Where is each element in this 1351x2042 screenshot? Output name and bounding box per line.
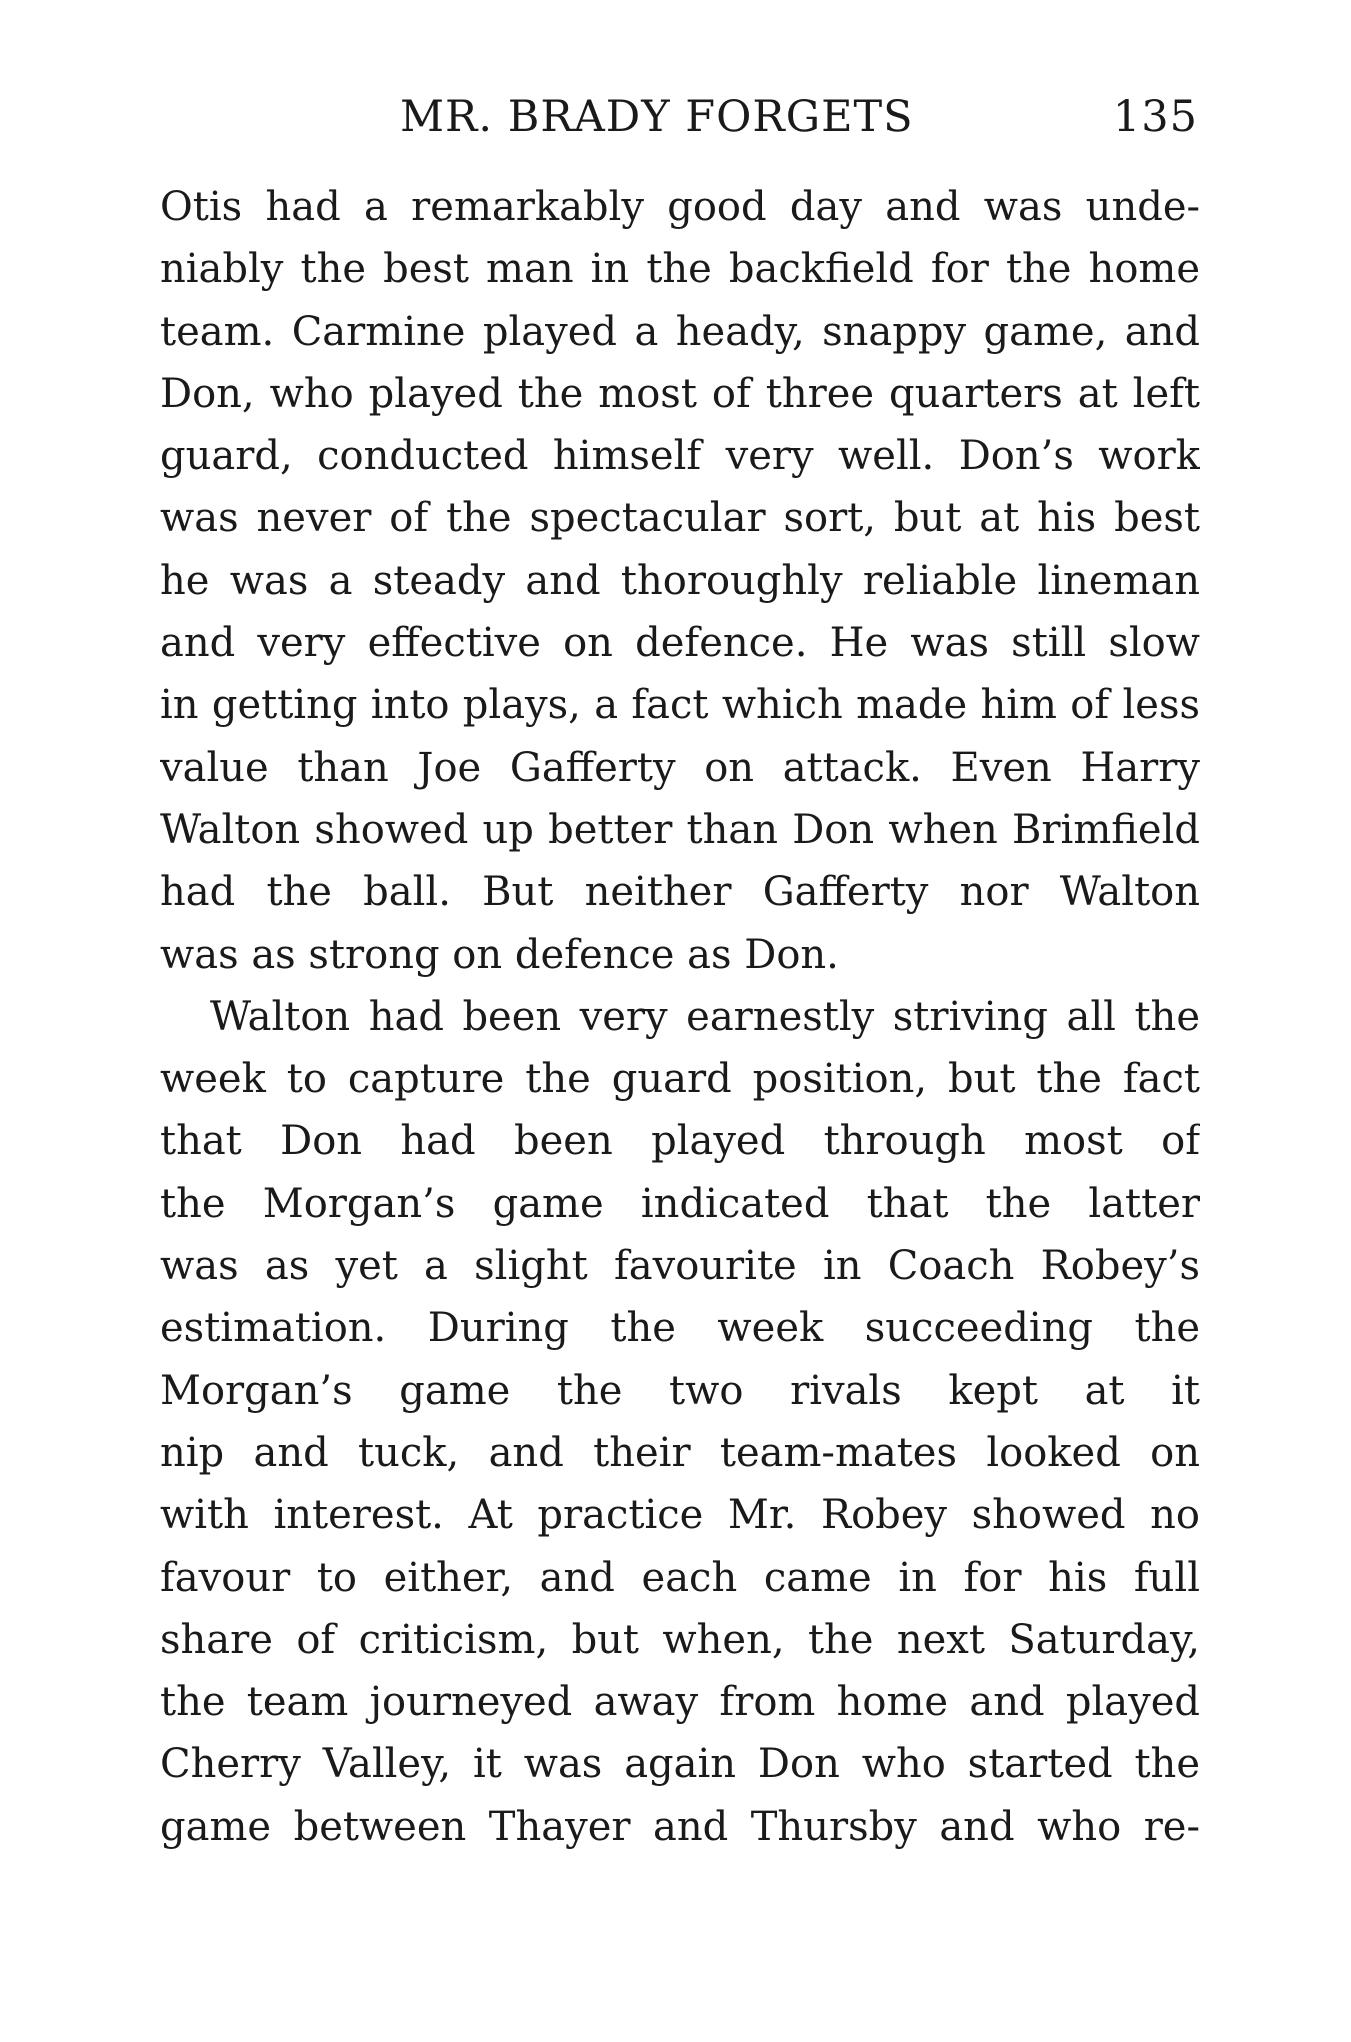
- text-line: was as yet a slight favourite in Coach Robey’s: [160, 1243, 1200, 1290]
- text-line: Cherry Valley, it was again Don who started the: [160, 1741, 1200, 1788]
- paragraph: [160, 986, 1200, 1858]
- text-line: Don, who played the most of three quarters at left: [160, 370, 1200, 417]
- text-line: that Don had been played through most of: [160, 1118, 1200, 1165]
- text-line: the team journeyed away from home and played: [160, 1679, 1200, 1726]
- text-line: Morgan’s game the two rivals kept at it: [160, 1367, 1200, 1414]
- text-line: team. Carmine played a heady, snappy game, and: [160, 308, 1200, 355]
- text-line: was never of the spectacular sort, but at his best: [160, 495, 1200, 542]
- text-line: Walton showed up better than Don when Brimfield: [160, 806, 1200, 853]
- text-line: game between Thayer and Thursby and who re-: [160, 1803, 1200, 1850]
- text-line: share of criticism, but when, the next Saturday,: [160, 1616, 1200, 1663]
- text-line: week to capture the guard position, but the fact: [160, 1056, 1200, 1103]
- text-line: guard, conducted himself very well. Don’s work: [160, 433, 1200, 480]
- text-line: estimation. During the week succeeding the: [160, 1305, 1200, 1352]
- text-line: nip and tuck, and their team-mates looked on: [160, 1429, 1200, 1476]
- text-line: in getting into plays, a fact which made him of less: [160, 682, 1200, 729]
- running-title: MR. BRADY FORGETS: [400, 92, 914, 142]
- text-line: and very effective on defence. He was still slow: [160, 620, 1200, 667]
- body-text: [160, 176, 1200, 1858]
- text-line: was as strong on defence as Don.: [160, 931, 839, 978]
- page-header: [168, 92, 1198, 152]
- text-line: the Morgan’s game indicated that the latter: [160, 1180, 1200, 1227]
- page-number: 135: [1112, 92, 1198, 142]
- paragraph: [160, 176, 1200, 986]
- text-line: with interest. At practice Mr. Robey showed no: [160, 1492, 1200, 1539]
- text-line: value than Joe Gafferty on attack. Even Harry: [160, 744, 1200, 791]
- text-line: had the ball. But neither Gafferty nor Walton: [160, 869, 1200, 916]
- text-line: niably the best man in the backfield for the home: [160, 246, 1200, 293]
- text-line: he was a steady and thoroughly reliable lineman: [160, 557, 1200, 604]
- text-line: favour to either, and each came in for his full: [160, 1554, 1200, 1601]
- text-line: Walton had been very earnestly striving all the: [210, 993, 1200, 1040]
- text-line: Otis had a remarkably good day and was unde-: [160, 184, 1200, 230]
